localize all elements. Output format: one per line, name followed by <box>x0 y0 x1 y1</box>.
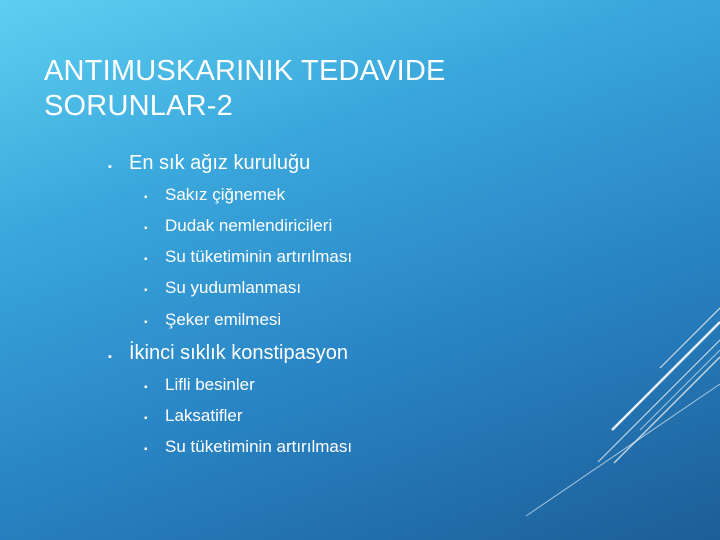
bullet-text: En sık ağız kuruluğu <box>129 152 311 174</box>
bullet-icon: ▪ <box>108 351 112 363</box>
sub-bullet-text: Su tüketiminin artırılması <box>165 247 353 266</box>
sub-bullet-text: Şeker emilmesi <box>165 310 282 329</box>
sub-bullet-text: Su yudumlanması <box>165 278 302 297</box>
bullet-icon: ▪ <box>144 413 148 424</box>
bullet-icon: ▪ <box>144 317 148 328</box>
bullet-icon: ▪ <box>144 382 148 393</box>
bullet-text: İkinci sıklık konstipasyon <box>129 342 348 364</box>
sub-bullet-text: Sakız çiğnemek <box>165 185 285 204</box>
bullet-icon: ▪ <box>144 192 148 203</box>
title-line-1: ANTIMUSKARINIK TEDAVIDE <box>44 55 446 87</box>
title-line-2: SORUNLAR-2 <box>44 90 233 122</box>
bullet-icon: ▪ <box>144 223 148 234</box>
sub-bullet-text: Lifli besinler <box>165 375 255 394</box>
bullet-icon: ▪ <box>144 254 148 265</box>
bullet-icon: ▪ <box>144 444 148 455</box>
sub-bullet-text: Su tüketiminin artırılması <box>165 437 353 456</box>
bullet-icon: ▪ <box>144 285 148 296</box>
bullet-icon: ▪ <box>108 161 112 173</box>
sub-bullet-text: Dudak nemlendiricileri <box>165 216 333 235</box>
sub-bullet-text: Laksatifler <box>165 406 243 425</box>
